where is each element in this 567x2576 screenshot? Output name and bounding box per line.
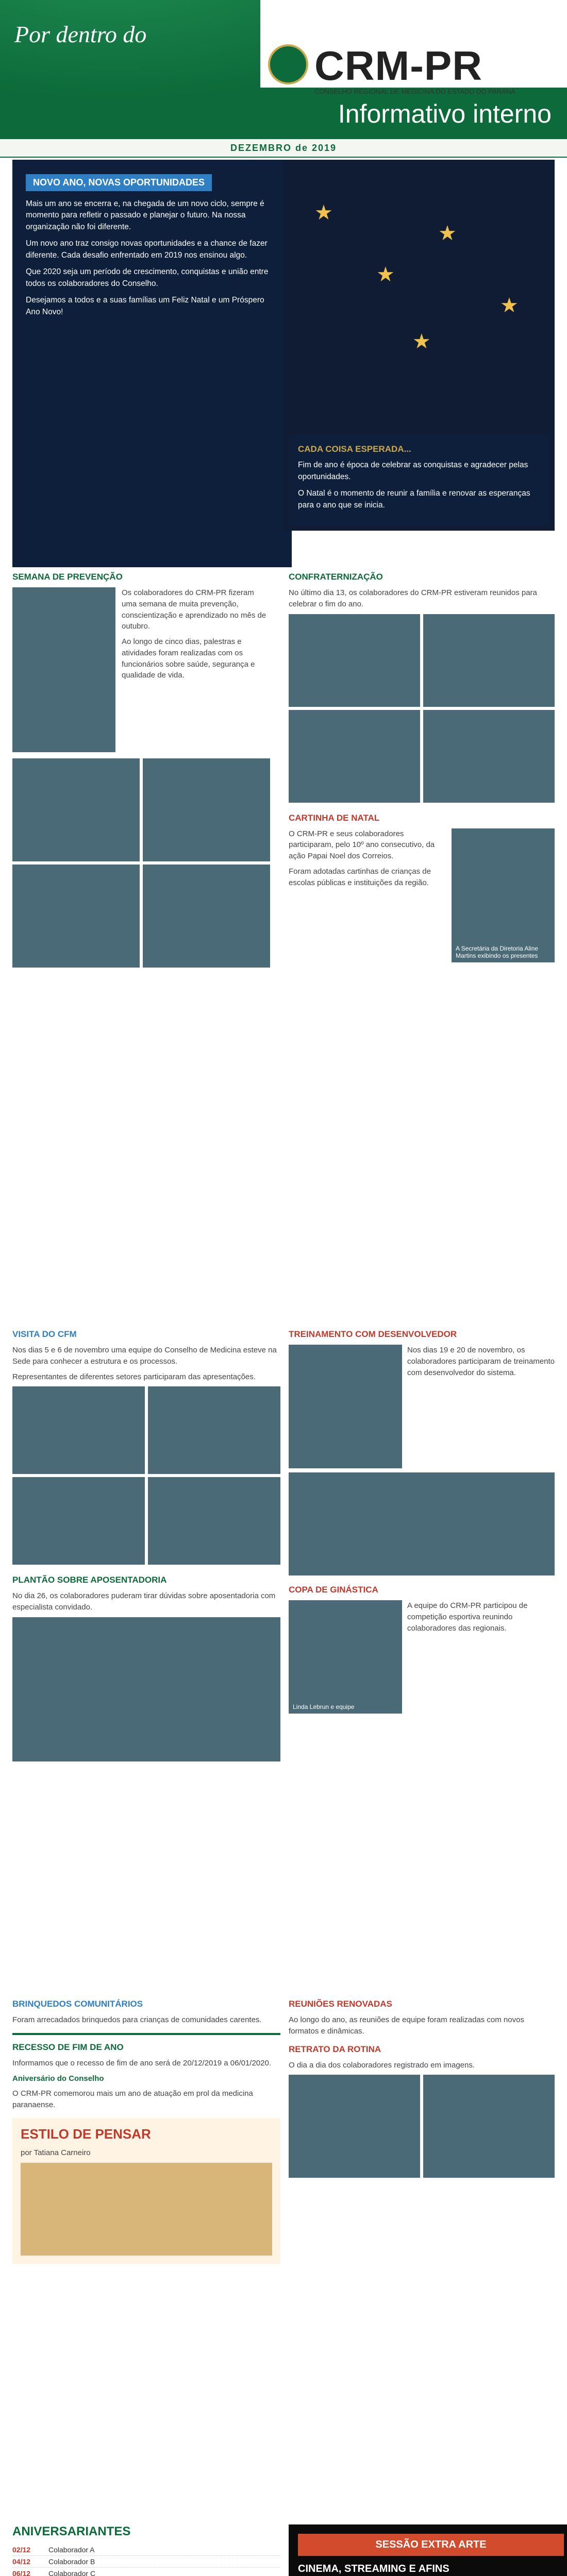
reunioes-title: REUNIÕES RENOVADAS xyxy=(289,1999,392,2009)
sipat-article xyxy=(12,572,270,968)
media-header: SESSÃO EXTRA ARTE xyxy=(298,2534,564,2556)
rotina-title: RETRATO DA ROTINA xyxy=(289,2044,381,2054)
xmas-image xyxy=(284,160,555,531)
gallery-photo xyxy=(148,1477,280,1565)
birthdays-title: ANIVERSARIANTES xyxy=(12,2524,131,2538)
intro-title: NOVO ANO, NOVAS OPORTUNIDADES xyxy=(26,174,212,191)
por-dentro-text: Por dentro do xyxy=(14,21,147,47)
brand-name: CRM-PR xyxy=(314,43,482,89)
birthday-row xyxy=(12,2544,280,2556)
birthday-date: 04/12 xyxy=(12,2557,31,2566)
visita-paragraph: Nos dias 5 e 6 de novembro uma equipe do Conselho de Medicina esteve na Sede para conhecer a estrutura e os processos. xyxy=(12,1346,277,1366)
intro-section xyxy=(0,160,567,567)
birthday-name: Colaborador A xyxy=(48,2546,95,2554)
star-icon: ★ xyxy=(314,201,333,224)
gallery-photo xyxy=(12,1477,145,1565)
visita-section xyxy=(0,1329,567,1989)
copa-photo xyxy=(289,1600,402,1714)
sipat-paragraph: Ao longo de cinco dias, palestras e atividades foram realizadas com os funcionários sobre saúde, segurança e qualidade de vida. xyxy=(122,637,255,680)
gallery-photo xyxy=(289,2075,420,2178)
xmas-paragraph: O Natal é o momento de reunir a família e renovar as esperanças para o ano que se inicia. xyxy=(298,489,530,510)
recesso-title: RECESSO DE FIM DE ANO xyxy=(12,2042,124,2052)
intro-paragraph: Um novo ano traz consigo novas oportunidades e a chance de fazer diferente. Cada desafio enfrentado em 2019 nos ensinou algo. xyxy=(26,239,268,260)
cartinha-photo xyxy=(452,828,555,962)
intro-paragraph: Que 2020 seja um período de crescimento, conquistas e união entre todos os colaboradores do Conselho. xyxy=(26,267,269,288)
birthdays-list xyxy=(12,2544,280,2576)
divider xyxy=(12,2033,280,2035)
treinamento-photo-wide xyxy=(289,1472,555,1575)
visita-paragraph: Representantes de diferentes setores participaram das apresentações. xyxy=(12,1372,256,1381)
gallery-photo xyxy=(143,865,270,968)
gallery-photo xyxy=(423,710,555,803)
estilo-box xyxy=(12,2118,280,2264)
aniversario-text: O CRM-PR comemorou mais um ano de atuação em prol da medicina paranaense. xyxy=(12,2089,253,2109)
xmas-paragraph: Fim de ano é época de celebrar as conquistas e agradecer pelas oportunidades. xyxy=(298,461,528,481)
cartinha-title: CARTINHA DE NATAL xyxy=(289,812,380,823)
gallery-photo xyxy=(12,758,140,861)
copa-title: COPA DE GINÁSTICA xyxy=(289,1585,378,1595)
treinamento-article xyxy=(289,1329,555,1714)
star-icon: ★ xyxy=(376,263,395,286)
copa-text: A equipe do CRM-PR participou de competição esportiva reunindo colaboradores das regionais. xyxy=(407,1601,528,1633)
rotina-gallery xyxy=(289,2075,555,2178)
birthday-row xyxy=(12,2568,280,2576)
posicionamento-photo xyxy=(12,1617,280,1761)
confra-gallery xyxy=(289,614,555,803)
recesso-text: Informamos que o recesso de fim de ano será de 20/12/2019 a 06/01/2020. xyxy=(12,2058,272,2067)
brinquedos-section xyxy=(0,1999,567,2514)
brand-subtitle: CONSELHO REGIONAL DE MEDICINA DO ESTADO DO PARANÁ xyxy=(314,88,515,95)
gallery-photo xyxy=(289,614,420,707)
media-title: CINEMA, STREAMING E AFINS xyxy=(298,2563,449,2574)
gallery-photo xyxy=(423,614,555,707)
confra-text: No último dia 13, os colaboradores do CRM-PR estiveram reunidos para celebrar o fim do ano. xyxy=(289,588,537,608)
estilo-illustration xyxy=(21,2163,272,2256)
cartinha-caption: A Secretária da Diretoria Aline Martins exibindo os presentes xyxy=(456,944,539,959)
aniversario-title: Aniversário do Conselho xyxy=(12,2074,104,2083)
brinquedos-text: Foram arrecadados brinquedos para crianças de comunidades carentes. xyxy=(12,2015,262,2024)
sipat-photo xyxy=(12,587,115,752)
reunioes-article xyxy=(289,1999,555,2178)
intro-box xyxy=(12,160,292,567)
newsletter-title: Informativo interno xyxy=(338,99,552,128)
sipat-section xyxy=(0,572,567,1319)
birthday-name: Colaborador B xyxy=(48,2557,95,2566)
xmas-title: CADA COISA ESPERADA... xyxy=(298,444,411,454)
sipat-paragraph: Os colaboradores do CRM-PR fizeram uma semana de muita prevenção, conscientização e aprendizado no mês de outubro. xyxy=(122,588,266,631)
birthday-date: 06/12 xyxy=(12,2569,31,2576)
birthdays-box xyxy=(12,2524,280,2576)
gallery-photo xyxy=(12,1386,145,1474)
header xyxy=(0,0,567,139)
visita-title: VISITA DO CFM xyxy=(12,1329,77,1339)
confra-title: CONFRATERNIZAÇÃO xyxy=(289,572,383,582)
birthday-name: Colaborador C xyxy=(48,2569,96,2576)
estilo-subtitle: por Tatiana Carneiro xyxy=(21,2148,91,2157)
birthday-date: 02/12 xyxy=(12,2546,31,2554)
issue-date: DEZEMBRO de 2019 xyxy=(0,139,567,158)
star-icon: ★ xyxy=(500,294,519,317)
copa-caption: Linda Lebrun e equipe xyxy=(293,1703,355,1710)
cartinha-paragraph: O CRM-PR e seus colaboradores participaram, pelo 10º ano consecutivo, da ação Papai Noel dos Correios. xyxy=(289,829,435,860)
sipat-title: SEMANA DE PREVENÇÃO xyxy=(12,572,123,582)
gallery-photo xyxy=(423,2075,555,2178)
treinamento-title: TREINAMENTO COM DESENVOLVEDOR xyxy=(289,1329,457,1339)
star-icon: ★ xyxy=(412,330,431,353)
visita-article xyxy=(12,1329,280,1761)
birthdays-media-section xyxy=(0,2524,567,2576)
rotina-text: O dia a dia dos colaboradores registrado em imagens. xyxy=(289,2060,475,2070)
intro-paragraph: Desejamos a todos e a suas famílias um Feliz Natal e um Próspero Ano Novo! xyxy=(26,296,264,316)
gallery-photo xyxy=(148,1386,280,1474)
estilo-title: ESTILO DE PENSAR xyxy=(21,2126,151,2142)
star-icon: ★ xyxy=(438,222,457,245)
posicionamento-title: PLANTÃO SOBRE APOSENTADORIA xyxy=(12,1575,167,1585)
intro-paragraph: Mais um ano se encerra e, na chegada de um novo ciclo, sempre é momento para refletir o passado e planejar o futuro. Na nossa organização não foi diferente. xyxy=(26,199,264,231)
confra-article xyxy=(289,572,555,962)
reunioes-text: Ao longo do ano, as reuniões de equipe foram realizadas com novos formatos e dinâmicas. xyxy=(289,2015,524,2036)
gallery-photo xyxy=(12,865,140,968)
crm-logo-icon xyxy=(268,44,308,84)
xmas-box xyxy=(289,435,549,526)
gallery-photo xyxy=(143,758,270,861)
brinquedos-title: BRINQUEDOS COMUNITÁRIOS xyxy=(12,1999,143,2009)
cartinha-paragraph: Foram adotadas cartinhas de crianças de escolas públicas e instituições da região. xyxy=(289,867,431,887)
visita-gallery xyxy=(12,1386,280,1565)
posicionamento-text: No dia 26, os colaboradores puderam tirar dúvidas sobre aposentadoria com especialista convidado. xyxy=(12,1591,276,1612)
sipat-gallery xyxy=(12,758,270,968)
media-panel xyxy=(289,2524,567,2576)
gallery-photo xyxy=(289,710,420,803)
treinamento-photo xyxy=(289,1345,402,1468)
treinamento-text: Nos dias 19 e 20 de novembro, os colaboradores participaram de treinamento com desenvolvedor do sistema. xyxy=(407,1346,555,1377)
brinquedos-article xyxy=(12,1999,280,2264)
birthday-row xyxy=(12,2556,280,2568)
